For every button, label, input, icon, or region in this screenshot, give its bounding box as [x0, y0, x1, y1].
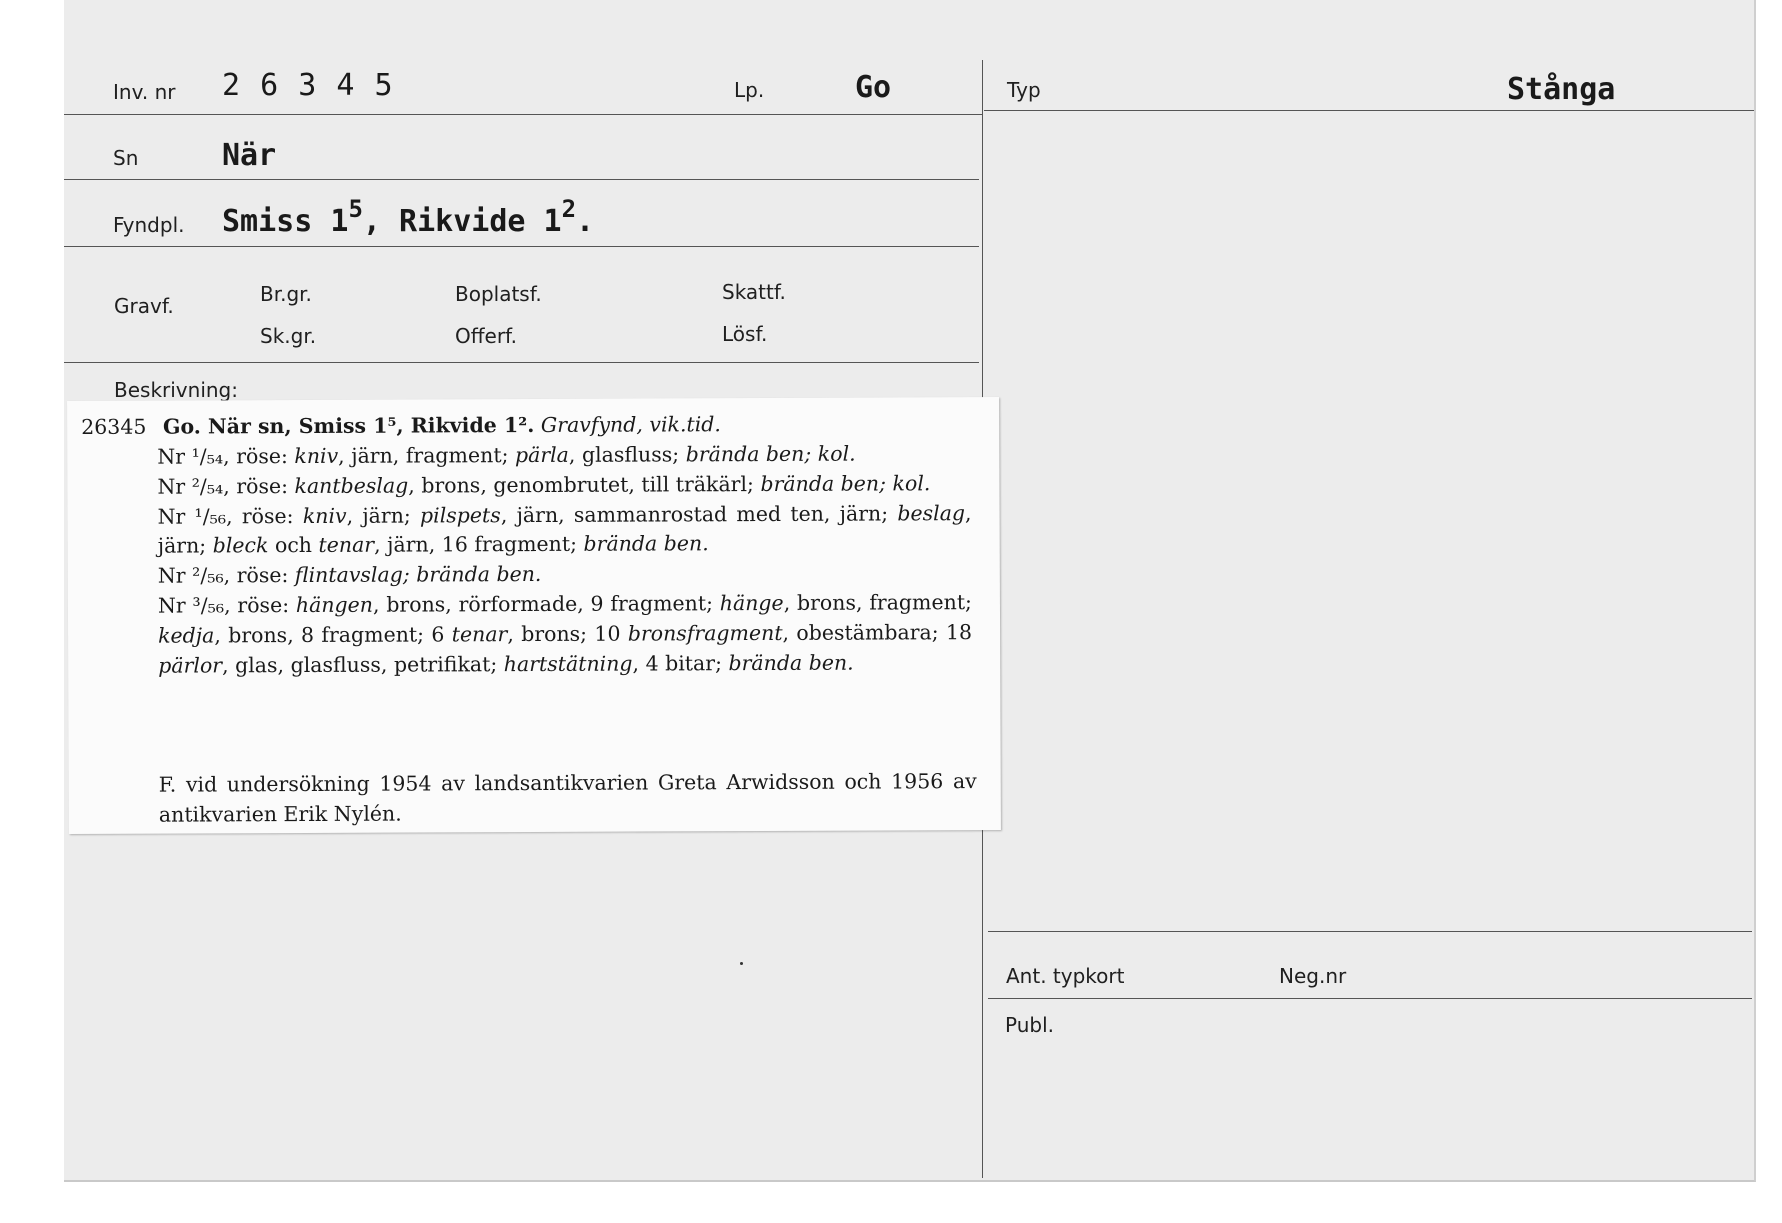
rule-sn [64, 179, 979, 180]
clipping-entry [67, 469, 971, 503]
clipping-entry-text: röse: kantbeslag, brons, genombrutet, till träkärl; brända ben; kol. [236, 471, 931, 499]
boplatsf-label: Boplatsf. [455, 282, 542, 306]
neg-nr-label: Neg.nr [1279, 964, 1347, 988]
offerf-label: Offerf. [455, 324, 517, 348]
inv-nr-label: Inv. nr [113, 80, 176, 104]
fyndpl-site-b: , Rikvide 1 [362, 204, 562, 239]
rule-find-types [64, 362, 979, 363]
typ-value: Stånga [1507, 72, 1616, 107]
rule-fyndpl [64, 246, 979, 247]
clipping-entry-text: röse: kniv, järn; pilspets, järn, sammanrostad med ten, järn; beslag, järn; bleck och tenar, järn, 16 fragment; brända ben. [157, 500, 972, 559]
clipping-heading-text: Go. När sn, Smiss 1⁵, Rikvide 1². [162, 412, 535, 439]
beskrivning-label: Beskrivning: [114, 378, 238, 402]
brgr-label: Br.gr. [260, 282, 312, 306]
clipping-number: 26345 [81, 414, 147, 439]
clipping-entry-text: röse: hängen, brons, rörformade, 9 fragment; hänge, brons, fragment; kedja, brons, 8 fragment; 6 tenar, brons; 10 bronsfragment, obestämbara; 18 pärlor, glas, glasfluss, petrifikat; hartstätning, 4 bitar; brända ben. [158, 590, 973, 678]
clipping-footer-text: F. vid undersökning 1954 av landsantikvarien Greta Arwidsson och 1956 av antikvarien Erik Nylén. [158, 769, 977, 827]
clipping-entry-text: röse: kniv, järn, fragment; pärla, glasfluss; brända ben; kol. [236, 441, 856, 469]
skattf-label: Skattf. [722, 280, 786, 304]
clipping-heading [81, 409, 969, 443]
rule-inv [64, 114, 982, 115]
sn-value: När [222, 138, 277, 173]
gravf-label: Gravf. [114, 294, 174, 318]
clipping-entry-nr: Nr ²/₅₄, [157, 474, 237, 499]
clipping-entries [67, 439, 972, 681]
fyndpl-value [222, 195, 595, 239]
clipping-entry [68, 499, 972, 563]
speck-mark [740, 962, 743, 965]
fyndpl-period: . [576, 204, 595, 239]
clipping-entry-nr: Nr ³/₅₆, [157, 593, 238, 618]
losf-label: Lösf. [722, 322, 768, 346]
rule-ant-typkort [988, 931, 1752, 932]
inv-nr-value: 2 6 3 4 5 [222, 68, 394, 103]
clipping-footer [69, 767, 977, 831]
sn-label: Sn [113, 146, 139, 170]
clipping-entry [68, 588, 972, 681]
fyndpl-site-b-sup: 2 [561, 195, 577, 223]
clipping-entry-nr: Nr ¹/₅₆, [157, 503, 242, 529]
lp-label: Lp. [734, 78, 765, 102]
rule-typ [984, 110, 1754, 111]
fyndpl-label: Fyndpl. [113, 213, 185, 237]
typ-label: Typ [1007, 78, 1041, 102]
lp-value: Go [855, 70, 892, 105]
clipping-entry-nr: Nr ²/₅₆, [157, 563, 237, 588]
fyndpl-site-a-sup: 5 [348, 195, 363, 223]
clipping-entry-text: röse: flintavslag; brända ben. [236, 562, 542, 588]
rule-publ [988, 998, 1752, 999]
skgr-label: Sk.gr. [260, 324, 317, 348]
description-clipping [67, 397, 1001, 834]
clipping-heading-italic: Gravfynd, vik.tid. [540, 412, 721, 437]
clipping-entry [68, 558, 972, 592]
ant-typkort-label: Ant. typkort [1006, 964, 1125, 988]
publ-label: Publ. [1005, 1013, 1054, 1037]
clipping-entry [67, 439, 971, 473]
clipping-entry-nr: Nr ¹/₅₄, [157, 444, 237, 469]
fyndpl-site-a: Smiss 1 [222, 204, 349, 239]
